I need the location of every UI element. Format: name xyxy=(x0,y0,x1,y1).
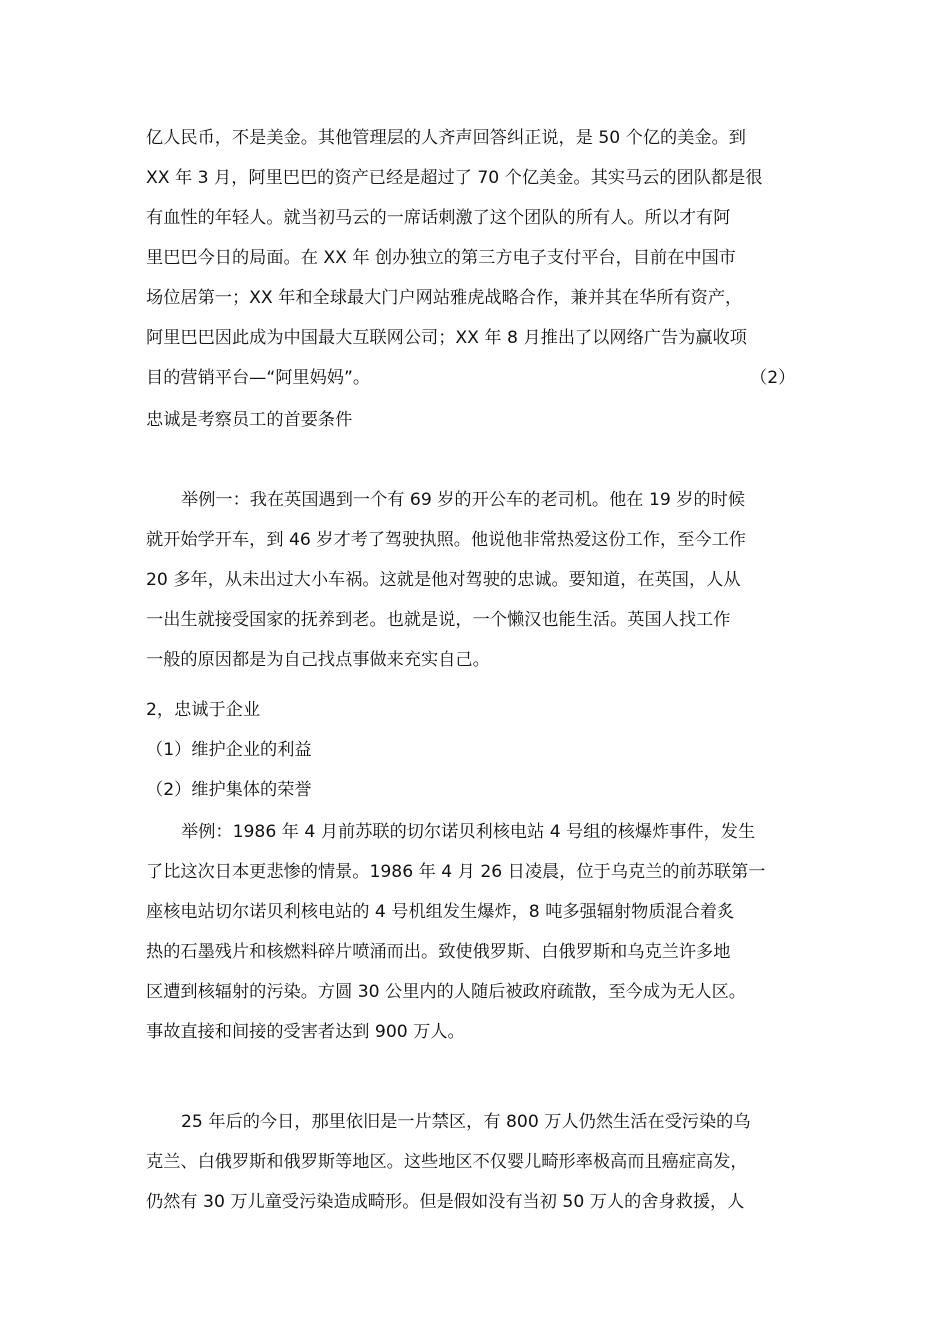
body-line: 20 多年，从未出过大小车祸。这就是他对驾驶的忠诚。要知道，在英国，人从 xyxy=(146,570,741,590)
body-line: 仍然有 30 万儿童受污染造成畸形。但是假如没有当初 50 万人的舍身救援，人 xyxy=(146,1192,745,1212)
body-line: 一般的原因都是为自己找点事做来充实自己。 xyxy=(146,650,490,670)
body-line: 热的石墨残片和核燃料碎片喷涌而出。致使俄罗斯、白俄罗斯和乌克兰许多地 xyxy=(146,942,731,962)
body-line: 一出生就接受国家的抚养到老。也就是说，一个懒汉也能生活。英国人找工作 xyxy=(146,610,731,630)
body-line: 就开始学开车，到 46 岁才考了驾驶执照。他说他非常热爱这份工作，至今工作 xyxy=(146,530,746,550)
body-line: 区遭到核辐射的污染。方圆 30 公里内的人随后被政府疏散，至今成为无人区。 xyxy=(146,982,746,1002)
body-line: 阿里巴巴因此成为中国最大互联网公司；XX 年 8 月推出了以网络广告为赢收项 xyxy=(146,328,747,348)
body-line: 事故直接和间接的受害者达到 900 万人。 xyxy=(146,1022,465,1042)
body-line: XX 年 3 月，阿里巴巴的资产已经是超过了 70 个亿美金。其实马云的团队都是很 xyxy=(146,168,763,188)
body-line: 座核电站切尔诺贝利核电站的 4 号机组发生爆炸，8 吨多强辐射物质混合着炙 xyxy=(146,902,735,922)
list-item: （1）维护企业的利益 xyxy=(146,740,312,760)
body-line: 举例：1986 年 4 月前苏联的切尔诺贝利核电站 4 号组的核爆炸事件，发生 xyxy=(181,822,756,842)
list-item: （2）维护集体的荣誉 xyxy=(146,780,312,800)
body-line: 克兰、白俄罗斯和俄罗斯等地区。这些地区不仅婴儿畸形率极高而且癌症高发， xyxy=(146,1152,748,1172)
body-line: 目的营销平台—“阿里妈妈”。 xyxy=(146,368,371,388)
section-number: （2） xyxy=(750,368,796,388)
section-heading: 忠诚是考察员工的首要条件 xyxy=(146,410,353,430)
body-line: 了比这次日本更悲惨的情景。1986 年 4 月 26 日凌晨，位于乌克兰的前苏联第一 xyxy=(146,862,766,882)
body-line: 举例一：我在英国遇到一个有 69 岁的开公车的老司机。他在 19 岁的时候 xyxy=(181,490,746,510)
body-line: 25 年后的今日，那里依旧是一片禁区，有 800 万人仍然生活在受污染的乌 xyxy=(181,1112,751,1132)
body-line: 有血性的年轻人。就当初马云的一席话刺激了这个团队的所有人。所以才有阿 xyxy=(146,208,731,228)
body-line: 亿人民币，不是美金。其他管理层的人齐声回答纠正说，是 50 个亿的美金。到 xyxy=(146,128,746,148)
body-line: 里巴巴今日的局面。在 XX 年 创办独立的第三方电子支付平台，目前在中国市 xyxy=(146,248,736,268)
body-line: 场位居第一；XX 年和全球最大门户网站雅虎战略合作，兼并其在华所有资产， xyxy=(146,288,743,308)
section-heading: 2，忠诚于企业 xyxy=(146,700,261,720)
